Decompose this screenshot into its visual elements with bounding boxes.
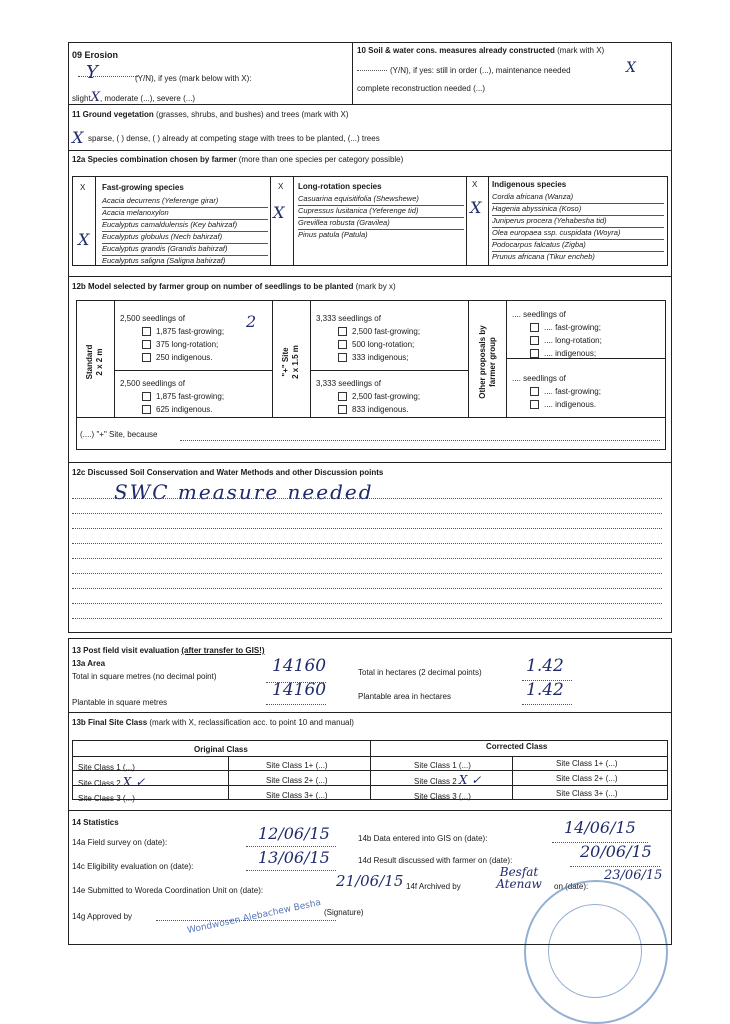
total-sqm-value: 14160 [272,656,327,676]
erosion-yn-hand: Y [86,62,98,83]
list-item: Eucalyptus saligna (Saligna bahirzaf) [102,256,226,265]
original-class-header: Original Class [194,745,248,754]
standard-label: Standard 2 x 2 m [85,344,104,380]
plus-site-because: (....) "+" Site, because [80,430,158,439]
list-item: Grevillea robusta (Gravilea) [298,218,464,230]
swc-title: 10 Soil & water cons. measures already constructed (mark with X) [357,46,605,55]
orig-left: Site Class 1 (...) Site Class 2 X ✓ Site Class 3 (...) [78,763,146,803]
checkbox[interactable] [530,323,539,332]
checkbox[interactable] [142,353,151,362]
checkbox[interactable] [530,349,539,358]
site-class-title: 13b Final Site Class (mark with X, reclassification acc. to point 10 and manual) [72,718,354,727]
model-c2: .... seedlings of .... fast-growing; .... indigenous. [512,374,601,409]
statistics-title: 14 Statistics [72,818,119,827]
list-item: Eucalyptus globulus (Nech bahirzaf) [102,232,268,244]
list-item: Eucalyptus camaldulensis (Key bahirzaf) [102,220,268,232]
indigenous-header: Indigenous species [492,180,567,189]
archived-by-name: Besfat Atenaw [496,865,542,891]
checkbox[interactable] [142,327,151,336]
list-item: Podocarpus falcatus (Zigba) [492,240,664,252]
survey-date: 12/06/15 [258,824,330,843]
section-divider [352,42,353,104]
model-a1-mark: 2 [246,312,257,331]
checkbox[interactable] [338,340,347,349]
checkbox[interactable] [142,392,151,401]
corr-left: Site Class 1 (...) Site Class 2 X ✓ Site Class 3 (...) [414,761,482,801]
checkbox[interactable] [142,405,151,414]
model-a2: 2,500 seedlings of 1,875 fast-growing; 625 indigenous. [120,379,225,414]
total-ha-value: 1.42 [526,656,564,676]
list-item: Olea europaea ssp. cuspidata (Woyra) [492,228,664,240]
list-item: Prunus africana (Tikur encheb) [492,252,595,261]
corr-class2-mark: X ✓ [458,773,482,787]
sparse-x-mark: X [72,128,84,147]
veg-text: sparse, ( ) dense, ( ) already at competing stage with trees to be planted, (...) trees [88,134,380,143]
model-b2: 3,333 seedlings of 2,500 fast-growing; 833 indigenous. [316,379,421,414]
archived-date: 23/06/15 [604,868,663,883]
veg-title: 11 Ground vegetation (grasses, shrubs, and bushes) and trees (mark with X) [72,110,349,119]
model-title: 12b Model selected by farmer group on number of seedlings to be planted (mark by x) [72,282,396,291]
model-c1: .... seedlings of .... fast-growing; .... long-rotation; .... indigenous; [512,310,602,358]
slight-x-mark: X [90,90,100,105]
model-b1: 3,333 seedlings of 2,500 fast-growing; 500 long-rotation; 333 indigenous; [316,314,421,362]
erosion-line1: (Y/N), if yes (mark below with X): [135,74,252,83]
fast-x-mark: X [78,230,90,249]
eligibility-date: 13/06/15 [258,848,330,867]
discussed-date: 20/06/15 [580,842,652,861]
discussion-handwriting: SWC measure needed [114,480,374,504]
checkbox[interactable] [338,353,347,362]
ind-x-mark: X [470,198,482,217]
list-item: Eucalyptus grandis (Grandis bahirzaf) [102,244,268,256]
long-species-list [298,194,464,241]
form-page: 09 Erosion Y (Y/N), if yes (mark below with X): slightX, moderate (...), severe (...) 10 Soil & water cons. measures already constructed (mark with X) (Y/N), if yes: still in order (...), maintenance needed X complete reconstruction needed (...) 11 Ground vegetation (grasses, shrubs, and bushes) and trees (mark with X) X sparse, ( ) dense, ( ) already at competing stage with trees to be planted, (...) trees 12a Species combination chosen by farmer (more than one species per category possible) X Fast-growing species X Long-rotation species X Indigenous species Acacia decurrens (Yeferenge girar) Acacia melanoxylon Eucalyptus camaldulensis (Key bahirzaf) Eucalyptus globulus (Nech bahirzaf) Eucalyptus grandis (Grandis bahirzaf) Eucalyptus saligna (Saligna bahirzaf) Casuarina equisitifolia (Shewshewe) Cupressus lusitanica (Yeferenge tid) Grevillea robusta (Gravilea) Pinus patula (Patula) Cordia africana (Wanza) Hagenia abyssinica (Koso) Juniperus procera (Yehabesha tid) Olea europaea ssp. cuspidata (Woyra) Podocarpus falcatus (Zigba) Prunus africana (Tikur encheb) X X X 12b Model selected by farmer group on number of seedlings to be planted (mark by x) Standard 2 x 2 m "+" Site 2 x 1.5 m Other proposals by farmer group 2,500 seedlings of 1,875 fast-growing; 375 long-rotation; 250 indigenous. 2 2,500 seedlings of 1,875 fast-growing; 625 indigenous. 3,333 seedlings of 2,500 fast-growing; 500 long-rotation; 333 indigenous; 3,333 seedlings of 2,500 fast-growing; 833 indigenous. .... seedlings of .... fast-growing; .... long-rotation; .... indigenous; .... seedlings of .... fast-growing; .... indigenous. (....) "+" Site, because 12c Discussed Soil Conservation and Water Methods and other Discussion points SWC measure needed 13 Post field visit evaluation (after transfer to GIS!) 13a Area Total in square metres (no decimal point) 14160 Total in hectares (2 decimal points) 1.42 Plantable in square metres 14160 Plantable area in hectares 1.42 13b Final Site Class (mark with X, reclassification acc. to point 10 and manual) Original Class Corrected Class Site Class 1 (...) Site Class 2 X ✓ Site Class 3 (...) Site Class 1+ (...) Site Class 2+ (...) Site Class 3+ (...) Site Class 1 (...) Site Class 2 X ✓ Site Class 3 (...) Site Class 1+ (...) Site Class 2+ (...) Site Class 3+ (...) 14 Statistics 14a Field survey on (date): 12/06/15 14b Data entered into GIS on (date): 14/06/15 14c Eligibility evaluation on (date): 13/06/15 14d Result discussed with farmer on (date): 20/06/15 14e Submitted to Woreda Coordination Unit on (date): 21/06/15 14f Archived by Besfat Atenaw on (date): 23/06/15 14g Approved by (Signature) Wondwosen Alebachew Besha [0,0,730,1024]
corrected-class-header: Corrected Class [486,742,548,751]
right-rule [671,42,672,632]
checkbox[interactable] [142,340,151,349]
checkbox[interactable] [530,387,539,396]
other-label: Other proposals by farmer group [478,325,497,399]
list-item: Hagenia abyssinica (Koso) [492,204,664,216]
list-item: Cordia africana (Wanza) [492,192,664,204]
orig-right: Site Class 1+ (...) Site Class 2+ (...) Site Class 3+ (...) [266,761,328,800]
model-a1: 2,500 seedlings of 1,875 fast-growing; 375 long-rotation; 250 indigenous. [120,314,225,362]
checkbox[interactable] [338,392,347,401]
list-item: Pinus patula (Patula) [298,230,368,239]
maintenance-x-mark: X [626,60,636,76]
checkbox[interactable] [338,405,347,414]
fast-species-list [102,196,268,267]
discussion-title: 12c Discussed Soil Conservation and Water Methods and other Discussion points [72,468,384,477]
list-item: Acacia decurrens (Yeferenge girar) [102,196,268,208]
orig-class2-mark: X ✓ [122,775,146,789]
top-rule [68,42,672,43]
plantable-ha-value: 1.42 [526,680,564,700]
swc-line1: (Y/N), if yes: still in order (...), maintenance needed [390,66,571,75]
official-seal-inner [548,904,642,998]
list-item: Acacia melanoxylon [102,208,268,220]
long-rotation-header: Long-rotation species [298,182,382,191]
fast-growing-header: Fast-growing species [102,183,184,192]
indigenous-species-list [492,192,664,263]
gis-date: 14/06/15 [564,818,636,837]
erosion-title: 09 Erosion [72,50,119,60]
approval-stamp-text: Wondwosen Alebachew Besha [186,897,322,937]
species-title: 12a Species combination chosen by farmer (more than one species per category possible) [72,155,404,164]
left-rule [68,42,69,632]
submitted-date: 21/06/15 [336,872,404,890]
checkbox[interactable] [530,400,539,409]
erosion-line2: slightX, moderate (...), severe (...) [72,90,196,105]
list-item: Cupressus lusitanica (Yeferenge tid) [298,206,464,218]
list-item: Juniperus procera (Yehabesha tid) [492,216,664,228]
plus-site-label: "+" Site 2 x 1.5 m [281,345,300,379]
checkbox[interactable] [338,327,347,336]
post-eval-title: 13 Post field visit evaluation (after transfer to GIS!) [72,646,265,655]
plantable-sqm-value: 14160 [272,680,327,700]
swc-line2: complete reconstruction needed (...) [357,84,486,93]
checkbox[interactable] [530,336,539,345]
list-item: Casuarina equisitifolia (Shewshewe) [298,194,464,206]
corr-right: Site Class 1+ (...) Site Class 2+ (...) Site Class 3+ (...) [556,759,618,798]
long-x-mark: X [273,203,285,222]
